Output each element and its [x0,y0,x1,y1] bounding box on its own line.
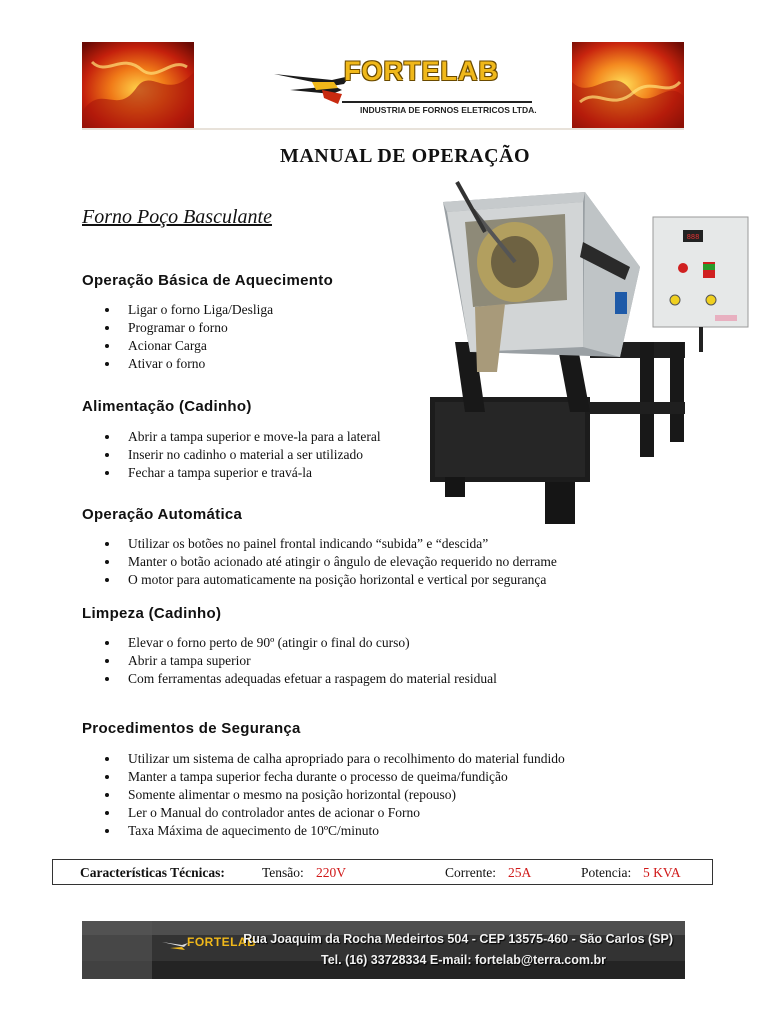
footer-address: Rua Joaquim da Rocha Medeirtos 504 - CEP 13575-460 - São Carlos (SP) [243,932,673,946]
header-banner [82,42,684,130]
tilting-furnace-photo [415,172,755,532]
feeding-list [82,428,381,482]
section-title-safety: Procedimentos de Segurança [82,720,301,737]
list-item: O motor para automaticamente na posição horizontal e vertical por segurança [82,571,557,589]
footer-logo-wing-icon [162,936,188,956]
fire-image-left [82,42,194,128]
basic-heating-list [82,301,273,373]
brand-divider [342,101,532,103]
section-title-feeding: Alimentação (Cadinho) [82,398,252,415]
list-item: Com ferramentas adequadas efetuar a raspagem do material residual [82,670,497,688]
list-item: Abrir a tampa superior e move-la para a lateral [82,428,381,446]
power-label: Potencia: [581,865,632,880]
list-item: Taxa Máxima de aquecimento de 10ºC/minuto [82,822,565,840]
svg-text:888: 888 [686,234,700,242]
brand-subtitle: INDUSTRIA DE FORNOS ELETRICOS LTDA. [360,105,537,115]
specs-label: Características Técnicas: [80,865,225,880]
list-item: Fechar a tampa superior e travá-la [82,464,381,482]
footer-banner [82,921,685,979]
section-title-cleaning: Limpeza (Cadinho) [82,605,222,622]
footer-brand: FORTELAB [187,935,257,949]
list-item: Elevar o forno perto de 90º (atingir o final do curso) [82,634,497,652]
safety-list [82,750,565,840]
footer-contact: Tel. (16) 33728334 E-mail: fortelab@terra.com.br [321,953,606,967]
logo-wing-icon [272,60,352,110]
automatic-list [82,535,557,589]
list-item: Ativar o forno [82,355,273,373]
cleaning-list [82,634,497,688]
voltage-label: Tensão: [262,865,304,880]
technical-specs-box [52,859,713,885]
list-item: Manter o botão acionado até atingir o ângulo de elevação requerido no derrame [82,553,557,571]
list-item: Programar o forno [82,319,273,337]
brand-name: FORTELAB [344,56,499,86]
list-item: Utilizar os botões no painel frontal indicando “subida” e “descida” [82,535,557,553]
list-item: Acionar Carga [82,337,273,355]
fire-image-right [572,42,684,128]
list-item: Inserir no cadinho o material a ser utilizado [82,446,381,464]
list-item: Somente alimentar o mesmo na posição horizontal (repouso) [82,786,565,804]
power-value: 5 KVA [643,865,681,880]
section-title-basic-heating: Operação Básica de Aquecimento [82,272,334,289]
list-item: Abrir a tampa superior [82,652,497,670]
list-item: Utilizar um sistema de calha apropriado para o recolhimento do material fundido [82,750,565,768]
current-value: 25A [508,865,532,880]
document-title: MANUAL DE OPERAÇÃO [279,145,531,167]
list-item: Ler o Manual do controlador antes de acionar o Forno [82,804,565,822]
list-item: Manter a tampa superior fecha durante o processo de queima/fundição [82,768,565,786]
product-title: Forno Poço Basculante [82,206,272,228]
section-title-automatic: Operação Automática [82,506,243,523]
list-item: Ligar o forno Liga/Desliga [82,301,273,319]
current-label: Corrente: [445,865,496,880]
voltage-value: 220V [316,865,346,880]
